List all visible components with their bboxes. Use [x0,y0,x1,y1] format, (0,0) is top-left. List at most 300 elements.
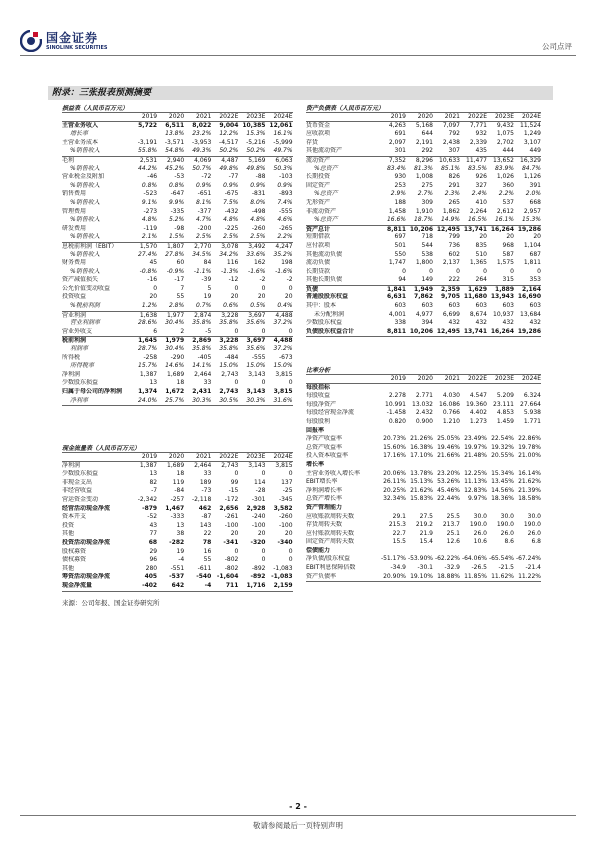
row-value: 265 [448,198,460,206]
table-row [62,513,293,522]
row-value: 2,743 [221,461,239,469]
row-value: -551 [170,564,185,572]
table-row [306,156,541,165]
row-value: 1,104 [523,241,541,249]
row-value: 15.13% [410,478,433,486]
row-value [487,461,514,470]
row-value: 1,889 [495,285,514,293]
row-value: 1,979 [165,337,185,345]
row-label: 研发费用 [62,224,87,232]
row-value: 23.49% [464,435,487,443]
table-row [62,336,293,345]
row-value: -98 [174,224,185,232]
row-value [433,461,460,470]
row-value: 10,385 [242,121,266,129]
row-label: 总资产收益率 [306,443,343,451]
row-value: 1,575 [496,259,514,267]
row-value: 17.10% [410,452,433,460]
row-value: -320 [250,538,266,546]
row-value: 10.991 [385,400,406,408]
row-value: 2,928 [246,504,266,512]
row-value: -1.458 [386,409,406,417]
row-value: 9,705 [441,293,460,301]
header-spacer [62,113,130,121]
table-row [306,513,541,522]
row-label: 每股经营现金净流 [306,409,355,417]
row-value [460,427,487,436]
row-value: 1,387 [139,461,158,469]
header-divider [20,55,576,56]
row-value: 30.3% [246,396,266,404]
row-value: 315 [502,276,514,284]
row-value: 45.2% [165,164,185,172]
table-row [62,530,293,539]
row-value: 8.0% [250,198,266,206]
row-value: 3,143 [246,388,266,395]
row-label: 存货周转天数 [306,521,343,529]
row-value: 12,061 [269,121,293,129]
row-value: 338 [394,319,406,327]
table-row [306,564,541,573]
row-value: 360 [502,181,514,189]
row-value [433,547,460,556]
row-value: 4.853 [496,409,514,417]
row-label: 毛利 [62,156,75,164]
row-value: -484 [224,353,239,361]
row-value: -53 [174,173,185,181]
row-value: -3,191 [137,138,158,146]
row-value: 116 [226,259,239,267]
year-header-row [306,113,541,122]
row-value: 45.46% [437,486,460,494]
row-value [406,547,433,556]
row-value: -7 [151,487,158,495]
row-value [130,130,157,139]
row-value: 1,629 [468,285,487,293]
row-value: -540 [196,573,212,581]
row-value: -39 [201,276,212,284]
row-value: -831 [251,190,266,198]
year-header: 2024E [273,453,293,460]
row-value: 50.2% [219,147,239,155]
row-value: 11.85% [464,572,487,580]
table-row [62,302,293,311]
row-value: -16 [147,276,158,284]
row-value: 34.2% [219,250,239,258]
row-value: 16.5% [467,216,487,224]
row-value [406,384,433,393]
year-header-row [306,375,541,384]
row-value: -225 [224,224,239,232]
row-value: 2,359 [441,285,460,293]
row-value: 2,164 [522,285,541,293]
row-value: 0.7% [196,302,212,310]
row-value: 26.0 [527,529,541,537]
row-label: 长期投资 [306,173,331,181]
row-value: 190.0 [523,521,541,529]
row-value: 3,697 [248,311,266,319]
row-value: 0 [288,379,293,387]
row-value: 1,374 [138,388,158,395]
row-label: 非现金支出 [62,478,93,486]
table-title: 比率分析 [306,366,541,375]
row-value: 3,582 [273,504,293,512]
row-value: 603 [421,302,433,310]
row-value: 1,026 [496,173,514,181]
row-value: 11.22% [518,572,541,580]
row-value: 2 [180,327,185,335]
year-header: 2024E [521,113,541,120]
row-label: 每股指标 [306,383,331,391]
row-value: -34.9 [390,564,406,572]
row-value: -405 [197,353,212,361]
year-header: 2022E [467,113,487,120]
row-label: EBIT利息保障倍数 [306,564,356,572]
row-value: -200 [197,224,212,232]
row-value: 29.1 [392,512,406,520]
row-value: 18.7% [413,216,433,224]
table-row [62,565,293,574]
row-label: 净利润 [62,461,81,469]
row-value: 1,807 [167,242,185,250]
row-value: 501 [394,241,406,249]
row-label: 普通股股东权益 [306,293,349,301]
row-value [406,427,433,436]
row-value: -265 [278,224,293,232]
row-value: 253 [394,181,406,189]
row-value: -3,953 [191,138,212,146]
row-value: 25.7% [165,396,185,404]
row-value: -555 [278,207,293,215]
year-header: 2023E [246,453,266,460]
table-row [62,311,293,320]
row-value: 6,063 [275,156,293,164]
row-value: -3,571 [164,138,185,146]
table-row [62,268,293,277]
row-label: %税前利润 [70,302,100,310]
row-value: 20 [149,293,158,301]
row-label: 负债 [306,285,319,293]
row-value: 0 [153,284,158,292]
row-value: 280 [145,564,158,572]
row-value: -5,216 [246,138,266,146]
row-value: 0.4% [277,302,293,310]
row-value: 4.402 [469,409,487,417]
row-value: 691 [394,130,406,138]
row-value: 5 [207,284,212,292]
row-label: %总资产 [314,164,338,172]
row-value: 6,699 [442,310,460,318]
row-value: 1,716 [246,581,266,589]
row-value: 603 [475,302,487,310]
table-row [306,392,541,401]
row-label: 应收账款周转天数 [306,512,355,520]
row-value: 30.4% [165,319,185,327]
row-label: 净利润增长率 [306,486,343,494]
table-row [306,173,541,182]
row-value: 510 [475,250,487,258]
row-label: %销售收入 [70,267,100,275]
row-value: 99 [230,478,239,486]
row-label: 投资 [62,521,75,529]
row-value: 30.0 [527,512,541,520]
row-value: -28 [255,487,266,495]
table-row [62,199,293,208]
row-value: 53.26% [437,478,460,486]
row-value: 19,286 [517,225,541,233]
row-value: 2,159 [273,581,293,589]
row-value: 9,004 [219,121,239,129]
row-label: 管理费用 [62,207,87,215]
row-value: 2.3% [444,190,460,198]
row-value: 15.3% [246,130,266,138]
row-label: 销售费用 [62,190,87,198]
row-label: 应付账款周转天数 [306,529,355,537]
row-value: -1.6% [275,267,293,275]
row-value: 50.2% [246,147,266,155]
row-label: %销售收入 [70,216,100,224]
row-value: -523 [143,190,158,198]
row-value: -25 [282,487,293,495]
row-value: 4.547 [469,392,487,400]
row-value: 13,741 [463,327,487,335]
row-label: 资产总计 [306,225,331,233]
table-row [62,225,293,234]
row-value: 50.3% [273,164,293,172]
row-value: -12 [228,276,239,284]
row-value: -21.5 [498,564,514,572]
row-value: 2.771 [415,392,433,400]
row-value: 10,206 [409,225,433,233]
year-header: 2020 [417,113,433,120]
row-value: 45 [149,259,158,267]
year-header: 2021 [196,113,212,120]
row-value: 1,645 [138,337,158,345]
row-value: 20.73% [383,435,406,443]
row-value: 1.273 [469,417,487,425]
table-row [62,522,293,531]
row-value: -5,999 [273,138,293,146]
row-value: 0.820 [388,417,406,425]
row-value: 410 [475,198,487,206]
table-row [306,461,541,470]
row-value: 83.9% [494,164,514,172]
row-value: 55.8% [138,147,158,155]
row-value: 3,143 [248,461,266,469]
row-value: 31.6% [273,396,293,404]
row-value: 15.3% [521,216,541,224]
row-label: %销售收入 [70,198,100,206]
row-value: 20 [284,293,293,301]
row-label: 其中：股本 [306,302,337,310]
row-value: 20 [230,530,239,538]
row-label: 偿债能力 [306,546,331,554]
row-value: 435 [475,147,487,155]
row-value: 16.1% [494,216,514,224]
row-value [514,384,541,393]
table-row [62,285,293,294]
row-value: 35.8% [219,319,239,327]
row-label: 资产管理能力 [306,503,343,511]
row-value: -100 [224,521,239,529]
row-value: 3,228 [221,311,239,319]
row-value: -345 [278,495,293,503]
row-value: -537 [169,573,185,581]
row-value: -498 [251,207,266,215]
row-value: 119 [172,478,185,486]
row-value: -119 [143,224,158,232]
row-value: 968 [502,241,514,249]
row-value: -240 [251,513,266,521]
row-value: 792 [448,130,460,138]
appendix-title: 附录：三张报表预测摘要 [48,86,553,100]
row-value: 37.2% [273,345,293,353]
row-value: 16,329 [520,156,541,164]
table-row [306,302,541,311]
row-value: 2,531 [139,156,158,164]
row-value: 94 [398,276,406,284]
row-label: 应付款项 [306,241,331,249]
row-label: 经营活动现金净流 [62,504,111,512]
row-value: 353 [529,276,541,284]
row-value: -1.3% [220,267,239,275]
row-value: 0.9% [196,181,212,189]
row-value: 2.278 [388,392,406,400]
table-row [62,242,293,251]
row-value: 25.05% [437,435,460,443]
row-value: 10,206 [409,327,433,335]
row-value: 0 [261,379,266,387]
row-value: 550 [394,250,406,258]
row-value: -651 [197,190,212,198]
row-value: 13.032 [412,400,433,408]
row-value: 603 [529,302,541,310]
row-value: 8.1% [196,198,212,206]
row-value: -2,118 [191,495,212,503]
row-value: 149 [421,276,433,284]
row-value: 3,143 [248,370,266,378]
row-value: -100 [251,521,266,529]
row-value: 603 [502,302,514,310]
row-value: 2,339 [469,138,487,146]
row-label: 利润率 [70,345,89,353]
row-value: 33 [203,379,212,387]
row-value: -2 [259,276,266,284]
row-label: 投资活动现金净流 [62,538,111,546]
row-value: 43 [149,521,158,529]
row-value: 4,247 [275,242,293,250]
row-label: 其他 [62,564,75,572]
row-value: 2.1% [141,233,158,241]
row-value: 82 [149,478,158,486]
row-value: 20.55% [491,452,514,460]
row-value: 60 [176,259,185,267]
table-row [306,276,541,285]
row-value: -172 [224,495,239,503]
row-label: 资本开支 [62,513,87,521]
row-value: 23.20% [437,469,460,477]
row-value: -46 [147,173,158,181]
table-row [306,251,541,260]
row-value: -65.54% [488,555,514,563]
row-value: 96 [149,556,158,564]
row-value: 21.62% [410,486,433,494]
row-value: 2.7% [417,190,433,198]
year-header: 2019 [141,453,158,460]
row-value: 5.209 [496,392,514,400]
row-value: -100 [278,521,293,529]
table-row [306,384,541,393]
row-value: 835 [475,241,487,249]
row-value: 15.83% [410,495,433,503]
row-value: 30.0 [500,512,514,520]
row-value: 2,743 [221,370,239,378]
year-header: 2021 [196,453,212,460]
table-title: 资产负债表（人民币百万元） [306,104,541,113]
row-value: 4.7% [196,216,212,224]
table-row [306,427,541,436]
row-value: 19,286 [517,327,541,335]
table-row [62,130,293,139]
row-value: -32.9 [444,564,460,572]
row-value: 68 [148,538,158,546]
row-value: 4,488 [273,337,293,345]
row-value: -892 [250,573,266,581]
row-value: 2,874 [194,311,212,319]
header-spacer [306,375,379,383]
row-value: 6.324 [523,392,541,400]
row-value: 327 [475,181,487,189]
row-value: 78 [202,538,212,546]
table-row [62,139,293,148]
row-value: 2.4% [471,190,487,198]
row-value: 15.0% [219,362,239,370]
row-value: 6 [153,327,158,335]
year-header: 2019 [141,113,158,120]
row-value: 16.38% [410,443,433,451]
row-value: 1.2% [141,302,158,310]
row-value: 1,949 [414,285,433,293]
year-header: 2020 [168,453,185,460]
row-value: 1,800 [415,259,433,267]
row-value: 77 [149,530,158,538]
row-value: 3,078 [221,242,239,250]
row-value: 0 [261,284,266,292]
row-value: 2,656 [219,504,239,512]
year-header: 2022E [467,375,487,382]
row-value: 0.8% [141,181,158,189]
row-value: 0 [510,267,514,275]
row-value: 4.8% [250,216,266,224]
row-value: 15.4 [419,538,433,546]
year-header: 2023E [494,113,514,120]
row-value: 11,524 [520,121,541,129]
row-value: 391 [529,181,541,189]
row-value: 13,652 [493,156,514,164]
row-label: 负债股东权益合计 [306,327,355,335]
row-value: 4,487 [221,156,239,164]
row-label: 净利润 [62,370,81,378]
row-value: 1,841 [387,285,406,293]
row-value: 0.9% [277,181,293,189]
row-value: 18.88% [437,572,460,580]
row-value: 1,365 [469,259,487,267]
row-label: 债权募资 [62,556,87,564]
row-value: 603 [448,302,460,310]
row-value: 20 [284,530,293,538]
row-value: 0 [261,556,266,564]
row-value: 20 [479,233,487,241]
